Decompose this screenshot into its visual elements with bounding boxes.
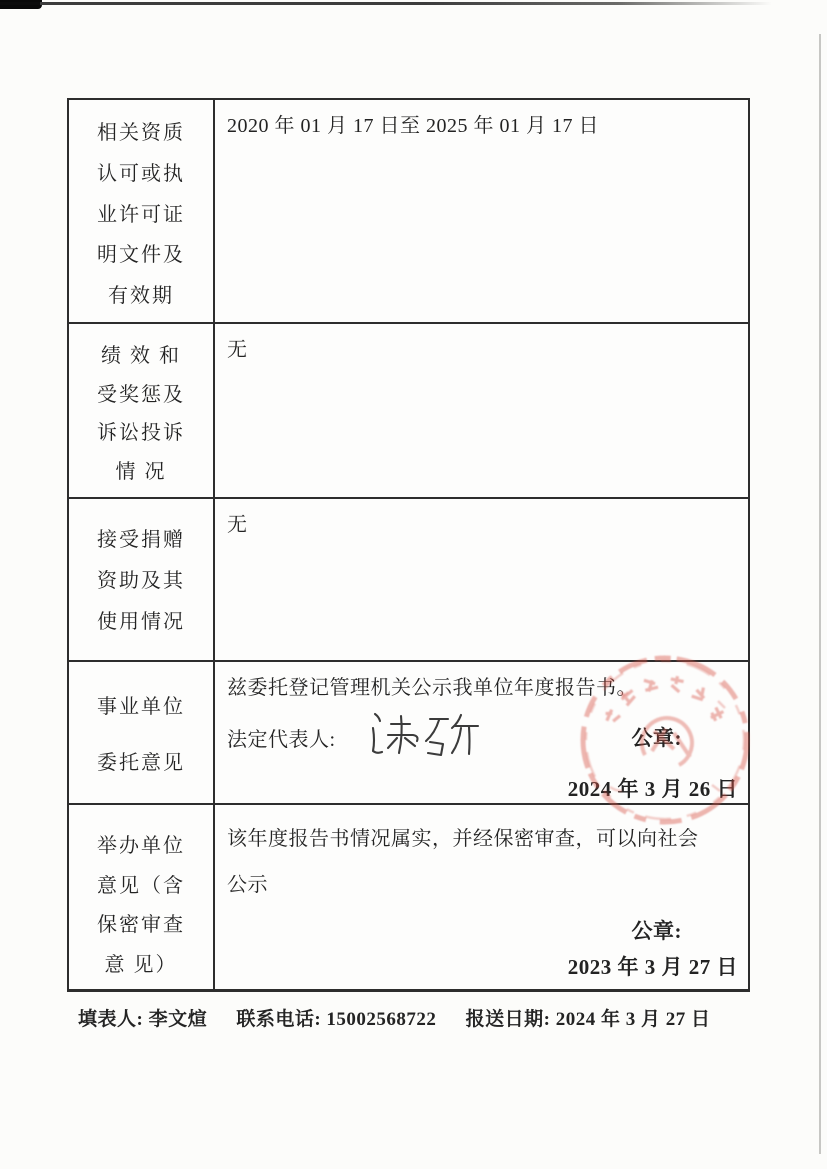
phone-label: 联系电话:: [236, 1009, 322, 1030]
text-line: 情 况: [115, 460, 167, 483]
text-line: 委托意见: [97, 752, 185, 774]
text-line: 使用情况: [97, 611, 185, 633]
preparer-label: 填表人:: [78, 1009, 144, 1030]
handwritten-signature: [364, 707, 482, 767]
donations-text: [227, 510, 740, 540]
row-label-donations: [69, 499, 215, 660]
text-line: 认可或执: [97, 162, 185, 185]
text-line: 无: [227, 339, 248, 361]
text-line: 绩 效 和: [101, 345, 181, 367]
row-content-performance-litigation: [215, 324, 748, 497]
phone-number: 15002568722: [326, 1009, 437, 1030]
row-label-performance-litigation: [69, 324, 215, 497]
text-line: 保密审查: [97, 914, 185, 937]
text-line: 有效期: [108, 285, 174, 307]
entrust-date: 2024 年 3 月 26 日: [567, 777, 738, 801]
row-label-entrust-opinion: [69, 662, 215, 803]
row-content-sponsor-opinion: [215, 805, 748, 989]
official-seal-label: 公章:: [631, 919, 682, 943]
row-label-qualification-validity: [69, 100, 215, 322]
text-line: 相关资质: [97, 122, 185, 144]
text-line: 事业单位: [97, 696, 185, 718]
row-label-sponsor-opinion: [69, 805, 215, 989]
text-line: 业许可证: [97, 203, 185, 226]
submit-date-segment: [466, 1009, 711, 1030]
official-seal-label: 公章:: [631, 726, 682, 750]
submit-date-label: 报送日期:: [465, 1009, 551, 1030]
text-line: 资助及其: [97, 570, 185, 592]
text-line: 意 见）: [104, 953, 178, 976]
report-table: [67, 98, 750, 992]
row-content-qualification-validity: [215, 100, 748, 322]
text-line: 2020 年 01 月 17 日至 2025 年 01 月 17 日: [227, 115, 599, 137]
scan-artifact-top-line: [0, 2, 772, 5]
footer-line: [78, 1004, 758, 1031]
sponsor-opinion-text: [227, 816, 740, 908]
legal-representative-line: [227, 707, 740, 767]
scan-artifact-right-edge: [819, 34, 821, 1154]
table-row: [69, 100, 748, 322]
performance-text: [227, 335, 740, 365]
text-line: 该年度报告书情况属实，并经保密审查，可以向社会: [227, 828, 699, 850]
sponsor-opinion-date: 2023 年 3 月 27 日: [567, 955, 738, 979]
text-line: 诉讼投诉: [97, 422, 185, 445]
legal-representative-label: 法定代表人:: [227, 728, 336, 751]
validity-period-text: [227, 111, 740, 141]
table-row: [69, 803, 748, 989]
preparer-name: 李文煊: [148, 1009, 208, 1030]
text-line: 举办单位: [97, 835, 185, 857]
official-seal-line: [227, 915, 740, 945]
text-line: 明文件及: [97, 244, 185, 267]
text-line: 公示: [227, 874, 268, 896]
text-line: 意见（含: [97, 874, 185, 897]
table-row: [69, 660, 748, 803]
entrust-statement-text: [227, 673, 740, 703]
row-content-entrust-opinion: [215, 662, 748, 803]
table-row: [69, 322, 748, 497]
row-content-donations: [215, 499, 748, 660]
table-row: [69, 497, 748, 660]
text-line: 无: [227, 514, 248, 536]
text-line: 接受捐赠: [97, 529, 185, 551]
text-line: 受奖惩及: [97, 383, 185, 406]
preparer-segment: [78, 1009, 207, 1030]
text-line: 兹委托登记管理机关公示我单位年度报告书。: [227, 677, 637, 699]
submit-date-value: 2024 年 3 月 27 日: [555, 1009, 711, 1030]
phone-segment: [236, 1009, 436, 1030]
